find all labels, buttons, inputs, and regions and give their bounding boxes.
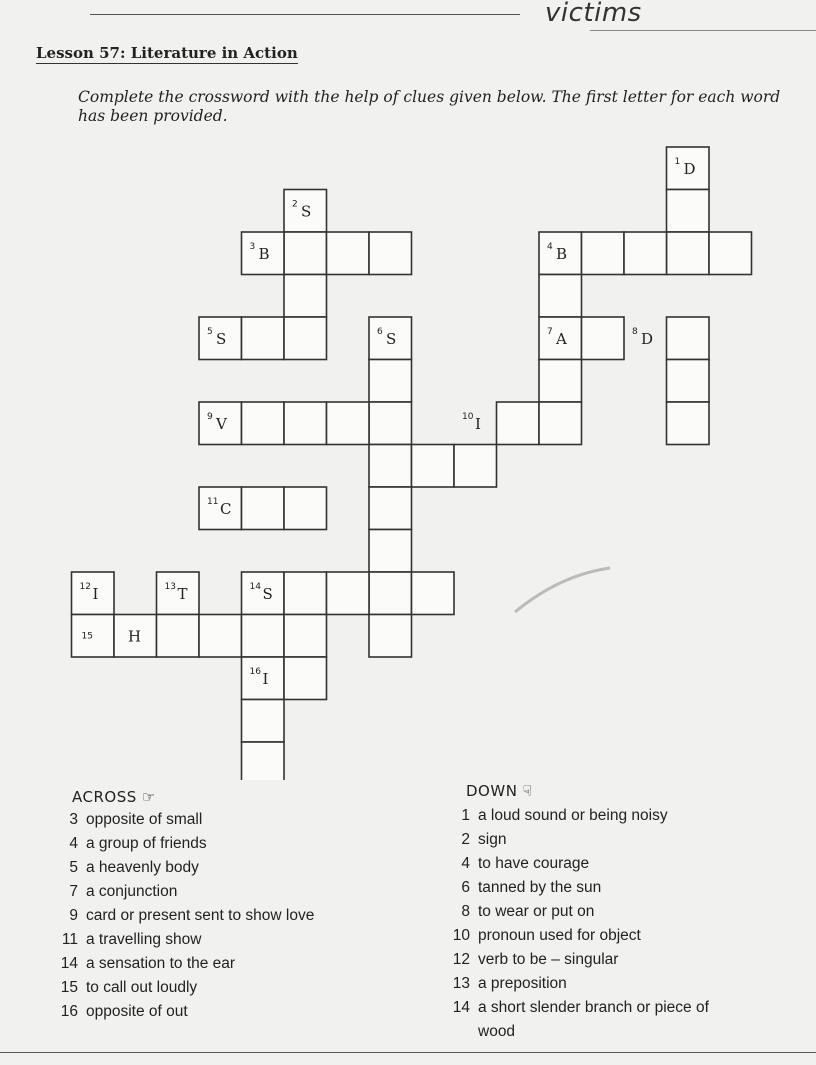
clue-number: 14 <box>249 582 261 592</box>
instructions: Complete the crossword with the help of clues given below. The first letter for each word has been provided. <box>78 88 781 125</box>
down-heading: DOWN ☟ <box>466 782 533 800</box>
crossword-cell[interactable] <box>369 530 412 573</box>
crossword-cell[interactable] <box>284 232 327 275</box>
across-clue-list <box>60 808 314 1024</box>
across-heading: ACROSS ☞ <box>72 788 156 806</box>
clue-number: 13 <box>164 582 176 592</box>
pointing-down-icon: ☟ <box>522 782 533 800</box>
given-letter: T <box>177 585 188 603</box>
pencil-mark <box>515 568 610 612</box>
crossword-cell[interactable] <box>242 317 285 360</box>
across-clue: 3 opposite of small <box>69 811 203 828</box>
crossword-cell[interactable] <box>327 402 370 445</box>
given-letter: S <box>386 330 397 348</box>
crossword-cell[interactable] <box>667 232 710 275</box>
given-letter: I <box>92 585 99 603</box>
down-clue: 2 sign <box>461 831 507 848</box>
clue-number: 2 <box>292 199 298 210</box>
across-clue: 7 a conjunction <box>69 883 178 900</box>
crossword-cell[interactable] <box>369 572 412 615</box>
given-letter: B <box>258 245 270 263</box>
down-clue: 6 tanned by the sun <box>461 879 602 896</box>
down-clue: 1 a loud sound or being noisy <box>461 807 668 824</box>
across-clue: 16 opposite of out <box>60 1003 188 1020</box>
crossword-cell[interactable] <box>369 232 412 275</box>
crossword-cell[interactable] <box>199 615 242 658</box>
clue-number: 16 <box>249 667 261 677</box>
clue-number: 6 <box>377 327 383 337</box>
given-letter: V <box>216 415 227 433</box>
crossword-cell[interactable] <box>412 572 455 615</box>
crossword-cell[interactable] <box>157 615 200 658</box>
given-letter: A <box>556 330 567 348</box>
crossword-cell[interactable] <box>497 402 540 445</box>
bottom-rule <box>0 1052 816 1053</box>
crossword-cell[interactable] <box>667 360 710 403</box>
clue-number: 11 <box>207 497 219 507</box>
clue-number: 9 <box>207 412 213 422</box>
down-clue: 8 to wear or put on <box>461 903 595 920</box>
crossword-cell[interactable] <box>284 572 327 615</box>
given-letter: C <box>220 500 232 518</box>
crossword-cell[interactable] <box>454 445 497 488</box>
crossword-cell[interactable] <box>582 232 625 275</box>
crossword-cell[interactable] <box>369 445 412 488</box>
across-clue: 14 a sensation to the ear <box>60 955 236 972</box>
lesson-title: Lesson 57: Literature in Action <box>36 44 298 62</box>
given-letter: S <box>216 330 227 348</box>
given-letter: I <box>475 415 481 433</box>
across-clue: 9 card or present sent to show love <box>69 907 315 924</box>
given-letter: D <box>641 330 654 348</box>
clue-number: 7 <box>547 327 553 337</box>
crossword-cell[interactable] <box>284 657 327 700</box>
crossword-cell[interactable] <box>327 232 370 275</box>
down-clue-continuation: wood <box>478 1023 516 1040</box>
across-clue: 4 a group of friends <box>69 835 207 852</box>
crossword-cell[interactable] <box>709 232 752 275</box>
crossword-cell[interactable] <box>242 402 285 445</box>
crossword-cell[interactable] <box>369 487 412 530</box>
crossword-cell[interactable] <box>242 615 285 658</box>
crossword-cell[interactable] <box>284 317 327 360</box>
crossword-cell[interactable] <box>539 402 582 445</box>
given-letter: D <box>683 160 696 178</box>
crossword-cell[interactable] <box>667 402 710 445</box>
clue-number: 4 <box>547 242 553 252</box>
crossword-cell[interactable] <box>412 445 455 488</box>
given-letter: I <box>262 670 269 688</box>
crossword-cell[interactable] <box>539 360 582 403</box>
down-clue: 13 a preposition <box>452 975 567 992</box>
given-letter: B <box>556 245 568 263</box>
clue-number: 1 <box>674 157 681 167</box>
crossword-cell[interactable] <box>667 317 710 360</box>
handwritten-note: victims <box>545 0 642 28</box>
down-clue: 12 verb to be – singular <box>452 951 619 968</box>
down-clue: 10 pronoun used for object <box>452 927 641 944</box>
across-clue: 5 a heavenly body <box>69 859 199 876</box>
crossword-cell[interactable] <box>539 275 582 318</box>
given-letter: S <box>301 202 312 221</box>
crossword-cell[interactable] <box>242 700 285 743</box>
clue-number: 3 <box>249 242 256 252</box>
crossword-cell[interactable] <box>369 615 412 658</box>
given-letter: H <box>128 627 142 646</box>
across-clue: 11 a travelling show <box>61 931 202 948</box>
across-clue: 15 to call out loudly <box>60 979 198 996</box>
crossword-cell[interactable] <box>284 275 327 318</box>
down-clue-list <box>452 804 709 1044</box>
crossword-cell[interactable] <box>284 615 327 658</box>
clue-number: 15 <box>81 631 93 642</box>
crossword-cell[interactable] <box>369 360 412 403</box>
crossword-cell[interactable] <box>582 317 625 360</box>
crossword-cell[interactable] <box>284 487 327 530</box>
given-letter: S <box>262 585 273 603</box>
clue-number: 8 <box>632 327 638 337</box>
clue-number: 5 <box>207 327 213 337</box>
crossword-cell[interactable] <box>327 572 370 615</box>
clue-number: 12 <box>79 582 91 592</box>
crossword-cell[interactable] <box>667 190 710 233</box>
crossword-cell[interactable] <box>284 402 327 445</box>
clue-number: 10 <box>462 412 474 422</box>
crossword-cell[interactable] <box>242 742 285 780</box>
down-clue: 4 to have courage <box>461 855 590 872</box>
crossword-cell[interactable] <box>369 402 412 445</box>
pointing-hand-icon: ☞ <box>142 788 156 806</box>
down-clue: 14 a short slender branch or piece of <box>452 999 709 1016</box>
crossword-cell[interactable] <box>242 487 285 530</box>
crossword-cell[interactable] <box>624 232 667 275</box>
